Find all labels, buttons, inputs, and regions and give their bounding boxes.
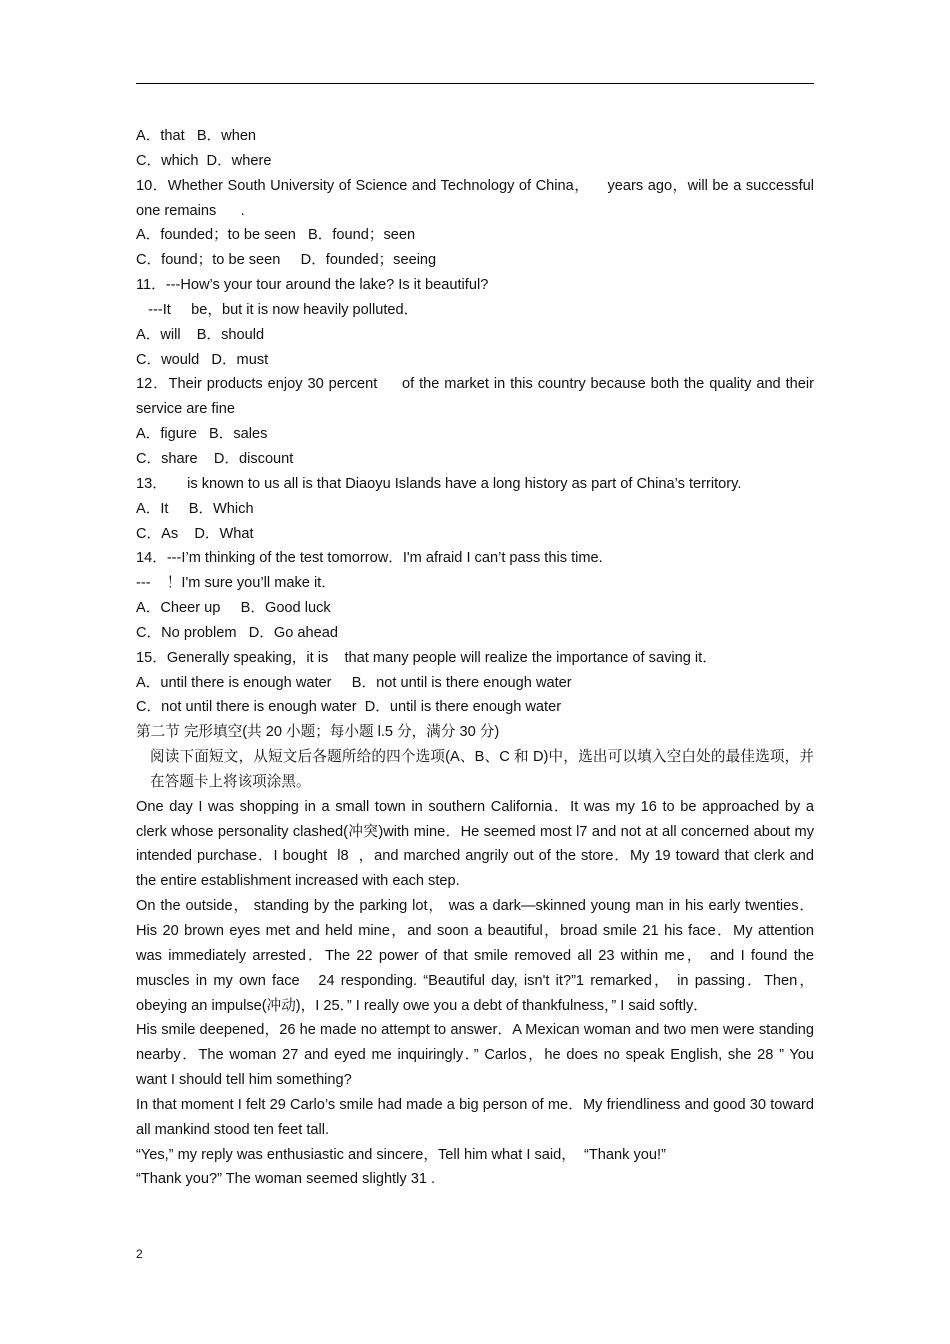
q11-options-ab: A．will B．should — [136, 326, 265, 343]
question-11: 11．---How’s your tour around the lake? Is it beautiful? — [136, 277, 489, 294]
q12-options-cd: C．share D．discount — [136, 450, 294, 467]
passage-paragraph-2: On the outside， standing by the parking lot， was a dark—skinned young man in his early twenties．His 20 brown eyes met and held mine，and soon a beautiful，broad smile 21 his face．My attention was immediately arrested．The 22 power of that smile removed all 23 within me， and I found the muscles in my own face 24 responding. “Beautiful day, isn't it?”1 remarked， in passing．Then，obeying an impulse(冲动)，I 25．” I really owe you a debt of thankfulness，” I said softly． — [136, 898, 814, 1014]
q14-options-cd: C．No problem D．Go ahead — [136, 624, 338, 641]
question-11-reply: ---It be，but it is now heavily polluted． — [136, 301, 419, 318]
q15-options-ab: A．until there is enough water B．not until is there enough water — [136, 674, 572, 691]
q14-options-ab: A．Cheer up B．Good luck — [136, 600, 331, 617]
q9-options-ab: A．that B．when — [136, 128, 257, 144]
q11-options-cd: C．would D．must — [136, 351, 269, 368]
page-number: 2 — [136, 1247, 143, 1261]
q10-options-ab: A．founded；to be seen B．found；seen — [136, 227, 416, 244]
question-12: 12．Their products enjoy 30 percent of the market in this country because both the quality and their service are fine — [136, 376, 814, 418]
passage-paragraph-6: “Thank you?” The woman seemed slightly 31 . — [136, 1171, 436, 1188]
question-10: 10．Whether South University of Science and Technology of China， years ago，will be a successful one remains . — [136, 177, 814, 219]
passage-paragraph-3: His smile deepened，26 he made no attempt to answer．A Mexican woman and two men were standing nearby．The woman 27 and eyed me inquiringly．” Carlos，he does no speak English, she 28 ” You want I should tell him something? — [136, 1022, 814, 1089]
question-14-reply: --- ！I'm sure you’ll make it． — [136, 575, 336, 592]
question-13: 13． is known to us all is that Diaoyu Islands have a long history as part of China’s territory. — [136, 475, 742, 492]
q15-options-cd: C．not until there is enough water D．until is there enough water — [136, 699, 562, 716]
question-14: 14．---I’m thinking of the test tomorrow．I'm afraid I can’t pass this time. — [136, 550, 603, 567]
header-rule — [136, 83, 814, 84]
q12-options-ab: A．figure B．sales — [136, 426, 268, 443]
page-content — [136, 124, 814, 1192]
section-instructions: 阅读下面短文，从短文后各题所给的四个选项(A、B、C 和 D)中，选出可以填入空白处的最佳选项，并在答题卡上将该项涂黑。 — [150, 749, 814, 790]
passage-paragraph-5: “Yes,” my reply was enthusiastic and sincere，Tell him what I said， “Thank you!” — [136, 1146, 666, 1163]
question-15: 15．Generally speaking，it is that many people will realize the importance of saving it． — [136, 649, 717, 666]
q13-options-cd: C．As D．What — [136, 525, 254, 542]
section-heading: 第二节 完形填空(共 20 小题；每小题 l.5 分，满分 30 分) — [136, 724, 500, 741]
passage-paragraph-1: One day I was shopping in a small town in southern California．It was my 16 to be approached by a clerk whose personality clashed(冲突)with mine．He seemed most l7 and not at all concerned about my intended purchase．I bought l8 ，and marched angrily out of the store．My 19 toward that clerk and the entire establishment increased with each step. — [136, 798, 814, 890]
q9-options-cd: C．which D．where — [136, 152, 272, 169]
q13-options-ab: A．It B．Which — [136, 500, 254, 517]
passage-paragraph-4: In that moment I felt 29 Carlo’s smile had made a big person of me．My friendliness and good 30 toward all mankind stood ten feet tall. — [136, 1096, 814, 1138]
q10-options-cd: C．found；to be seen D．founded；seeing — [136, 252, 437, 269]
